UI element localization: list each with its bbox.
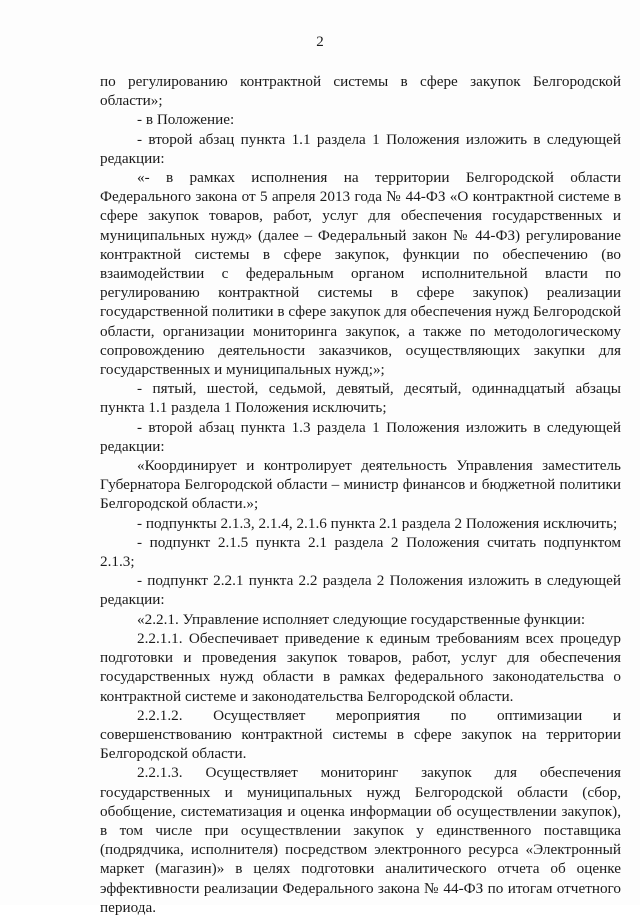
- document-body: [100, 72, 621, 917]
- paragraph-exclude-1-1: - пятый, шестой, седьмой, девятый, десятый, одиннадцатый абзацы пункта 1.1 раздела 1 Положения исключить;: [100, 380, 621, 417]
- paragraph-amend-intro: - в Положение:: [137, 111, 235, 129]
- page-number: 2: [316, 34, 324, 50]
- paragraph-continuation: по регулированию контрактной системы в сфере закупок Белгородской области»;: [100, 73, 621, 110]
- paragraph-2-2-1-3: 2.2.1.3. Осуществляет мониторинг закупок для обеспечения государственных и муниципальных нужд Белгородской области (сбор, обобщение, систематизация и оценка информации об осуществлении закупок), в том числе при осуществлении закупок у единственного поставщика (подрядчика, исполнителя) посредством электронного ресурса «Электронный маркет (магазин)» в целях подготовки аналитического отчета об оценке эффективности реализации Федерального закона № 44-ФЗ по итогам отчетного периода.: [100, 764, 621, 916]
- paragraph-quote-2-2-1: «2.2.1. Управление исполняет следующие государственные функции:: [137, 610, 586, 628]
- paragraph-amend-1-3: - второй абзац пункта 1.3 раздела 1 Положения изложить в следующей редакции:: [100, 418, 621, 455]
- paragraph-renumber-2-1-5: - подпункт 2.1.5 пункта 2.1 раздела 2 Положения считать подпунктом 2.1.3;: [100, 533, 621, 571]
- paragraph-2-2-1-1: 2.2.1.1. Обеспечивает приведение к единым требованиям всех процедур подготовки и проведения закупок товаров, работ, услуг для обеспечения государственных нужд области в рамках федерального законодательства о контрактной системе и законодательства Белгородской области.: [100, 629, 621, 705]
- paragraph-amend-1-1: - второй абзац пункта 1.1 раздела 1 Положения изложить в следующей редакции:: [100, 130, 621, 167]
- paragraph-exclude-2-1: - подпункты 2.1.3, 2.1.4, 2.1.6 пункта 2.1 раздела 2 Положения исключить;: [137, 514, 618, 532]
- paragraph-quote-1-1: «- в рамках исполнения на территории Белгородской области Федерального закона от 5 апреля 2013 года № 44-ФЗ «О контрактной системе в сфере закупок товаров, работ, услуг для обеспечения государственных и муниципальных нужд» (далее – Федеральный закон № 44-ФЗ) регулирование контрактной системы в сфере закупок, функции по обеспечению (во взаимодействии с федеральным органом исполнительной власти по регулированию контрактной системы в сфере закупок) реализации государственной политики в сфере закупок для обеспечения нужд Белгородской области, организации мониторинга закупок, а также по методологическому сопровождению деятельности заказчиков, осуществляющих закупки для государственных и муниципальных нужд;»;: [100, 169, 621, 379]
- paragraph-amend-2-2-1: - подпункт 2.2.1 пункта 2.2 раздела 2 Положения изложить в следующей редакции:: [100, 572, 621, 609]
- paragraph-2-2-1-2: 2.2.1.2. Осуществляет мероприятия по оптимизации и совершенствованию контрактной системы в сфере закупок на территории Белгородской области.: [100, 706, 621, 763]
- paragraph-quote-1-3: «Координирует и контролирует деятельность Управления заместитель Губернатора Белгородской области – министр финансов и бюджетной политики Белгородской области.»;: [100, 457, 621, 513]
